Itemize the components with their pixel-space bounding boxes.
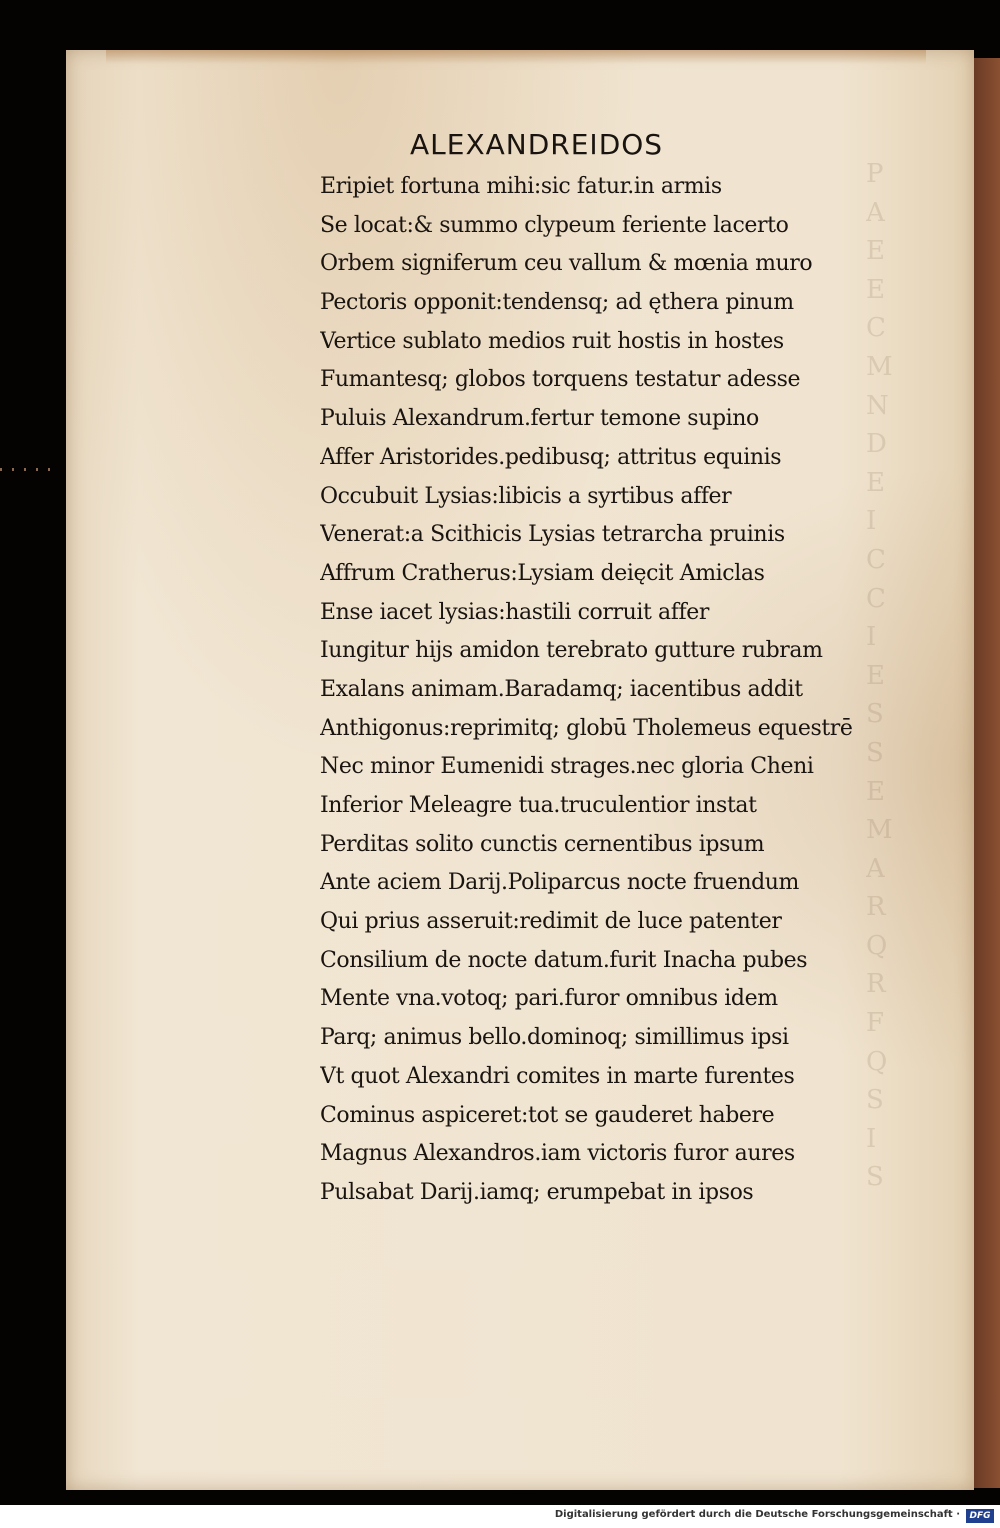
verse-line: Mente vna.votoq; pari.furor omnibus idem: [320, 986, 778, 1012]
verse-line: Orbem signiferum ceu vallum & mœnia muro: [320, 251, 813, 277]
verse-block: [320, 168, 865, 1213]
verse-line: Occubuit Lysias:libicis a syrtibus affer: [320, 483, 732, 509]
verse-line: Eripiet fortuna mihi:sic fatur.in armis: [320, 174, 722, 199]
running-head: ALEXANDREIDOS: [410, 128, 664, 161]
dfg-logo: DFG: [966, 1509, 994, 1523]
verse-line: Magnus Alexandros.iam victoris furor aures: [320, 1141, 795, 1167]
verse-line: Qui prius asseruit:redimit de luce patenter: [320, 909, 782, 935]
verse-line: Pulsabat Darij.iamq; erumpebat in ipsos: [320, 1179, 754, 1205]
verse-line: Se locat:& summo clypeum feriente lacerto: [320, 212, 789, 238]
verse-line: Parq; animus bello.dominoq; simillimus ipsi: [320, 1025, 789, 1051]
verse-line: Anthigonus:reprimitq; globū Tholemeus equestrē: [320, 715, 853, 741]
verse-line: Iungitur hijs amidon terebrato gutture rubram: [320, 638, 823, 664]
verse-line: Vertice sublato medios ruit hostis in hostes: [320, 328, 784, 354]
page-stain: [106, 50, 926, 64]
verse-line: Perditas solito cunctis cernentibus ipsum: [320, 831, 765, 857]
verse-line: Venerat:a Scithicis Lysias tetrarcha pruinis: [320, 522, 785, 548]
margin-mark: [0, 468, 60, 471]
funding-credit: Digitalisierung gefördert durch die Deutsche Forschungsgemeinschaft ·: [554, 1509, 960, 1520]
footer-bar: [0, 1505, 1000, 1528]
adjacent-leaf-edge: [974, 58, 1000, 1488]
verse-line: Affer Aristorides.pedibusq; attritus equinis: [320, 444, 782, 470]
verse-line: Exalans animam.Baradamq; iacentibus addit: [320, 676, 803, 702]
verse-line: Pectoris opponit:tendensq; ad ęthera pinum: [320, 290, 794, 316]
verse-line: Puluis Alexandrum.fertur temone supino: [320, 406, 759, 432]
verse-line: Vt quot Alexandri comites in marte furentes: [320, 1063, 795, 1089]
show-through-text: P A E E C M N D E I C C I E S S E M A R Q R F Q S I S: [866, 159, 893, 1193]
verse-line: Nec minor Eumenidi strages.nec gloria Cheni: [320, 754, 814, 780]
verse-line: Ense iacet lysias:hastili corruit affer: [320, 599, 709, 625]
verse-line: Inferior Meleagre tua.truculentior instat: [320, 793, 757, 818]
verse-line: Cominus aspiceret:tot se gauderet habere: [320, 1102, 775, 1128]
verse-line: Ante aciem Darij.Poliparcus nocte fruendum: [320, 870, 800, 896]
verse-line: Affrum Cratherus:Lysiam deięcit Amiclas: [320, 560, 765, 586]
verse-line: Consilium de nocte datum.furit Inacha pubes: [320, 947, 808, 973]
verse-line: Fumantesq; globos torquens testatur adesse: [320, 367, 801, 393]
